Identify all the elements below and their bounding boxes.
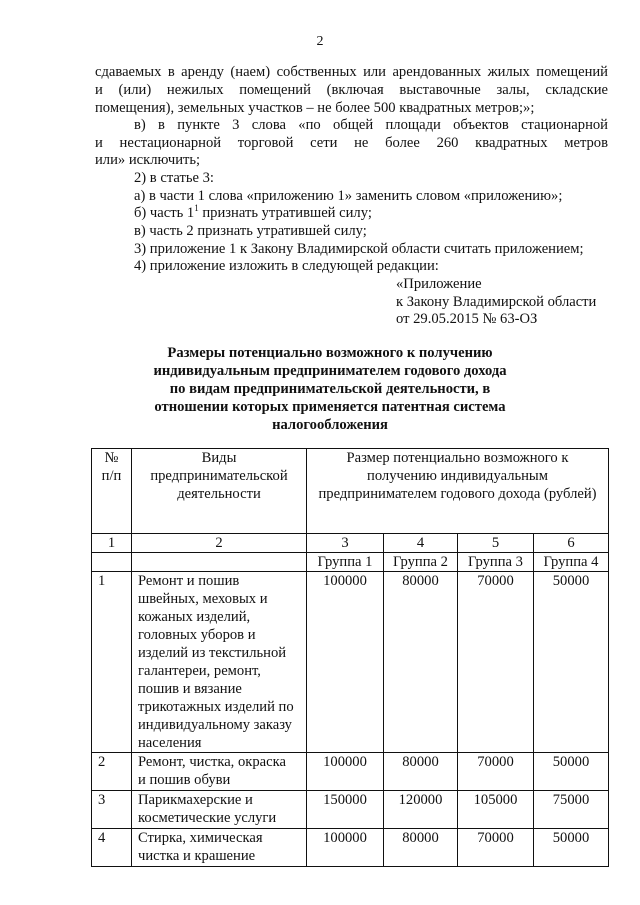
group-label: Группа 1: [307, 553, 384, 572]
column-number: 3: [307, 534, 384, 553]
appendix-date: от 29.05.2015 № 63-ОЗ: [396, 311, 538, 327]
income-value: 70000: [458, 829, 534, 867]
table-title: Размеры потенциально возможного к получению индивидуальным предпринимателем годового дохода по видам предпринимательской деятельности, в отношении которых применяется патентная система налогообложения: [153, 345, 507, 433]
column-number-row: [92, 534, 609, 553]
paragraph-line: помещения), земельных участков – не более 500 квадратных метров;»;: [95, 100, 535, 116]
activity-name: Стирка, химическая чистка и крашение: [132, 829, 307, 867]
income-value: 50000: [534, 753, 609, 791]
paragraph-line: в) часть 2 признать утратившей силу;: [134, 223, 367, 239]
column-number: 5: [458, 534, 534, 553]
income-value: 50000: [534, 829, 609, 867]
table-row: [92, 791, 609, 829]
paragraph-line: а) в части 1 слова «приложению 1» заменить словом «приложению»;: [134, 188, 563, 204]
income-value: 70000: [458, 572, 534, 753]
income-value: 150000: [307, 791, 384, 829]
activity-name: Парикмахерские и косметические услуги: [132, 791, 307, 829]
table-row: [92, 829, 609, 867]
column-number: 4: [384, 534, 458, 553]
table-row: [92, 572, 609, 753]
income-value: 100000: [307, 753, 384, 791]
empty-cell: [132, 553, 307, 572]
income-value: 80000: [384, 572, 458, 753]
income-value: 80000: [384, 829, 458, 867]
column-number: 1: [92, 534, 132, 553]
row-number: 1: [92, 572, 132, 753]
page-number: 2: [316, 34, 324, 49]
income-value: 100000: [307, 829, 384, 867]
paragraph-line: б) часть $1^1$ признать утратившей силу;: [134, 203, 372, 221]
group-label: Группа 3: [458, 553, 534, 572]
row-number: 4: [92, 829, 132, 867]
header-number: № п/п: [92, 449, 132, 534]
activity-name: Ремонт и пошив швейных, меховых и кожаных изделий, головных уборов и изделий из текстильной галантереи, ремонт, пошив и вязание трикотажных изделий по индивидуальному заказу населения: [132, 572, 307, 753]
income-value: 80000: [384, 753, 458, 791]
superscript: 1: [194, 203, 199, 213]
income-value: 100000: [307, 572, 384, 753]
income-value: 70000: [458, 753, 534, 791]
row-number: 2: [92, 753, 132, 791]
appendix-label: «Приложение: [396, 276, 482, 292]
paragraph-line: или» исключить;: [95, 152, 201, 168]
paragraph-line: 2) в статье 3:: [134, 170, 214, 186]
table-header-row: [92, 449, 609, 534]
appendix-law: к Закону Владимирской области: [396, 294, 597, 310]
header-income-size: Размер потенциально возможного к получению индивидуальным предпринимателем годового дохода (рублей): [307, 449, 609, 534]
group-label: Группа 2: [384, 553, 458, 572]
paragraph-line: и нестационарной торговой сети не более 260 квадратных метров: [95, 135, 608, 151]
row-number: 3: [92, 791, 132, 829]
paragraph-line: 4) приложение изложить в следующей редакции:: [134, 258, 439, 274]
column-number: 6: [534, 534, 609, 553]
income-table: [91, 448, 609, 867]
income-value: 50000: [534, 572, 609, 753]
paragraph-line: 3) приложение 1 к Закону Владимирской области считать приложением;: [134, 241, 584, 257]
empty-cell: [92, 553, 132, 572]
group-label: Группа 4: [534, 553, 609, 572]
column-number: 2: [132, 534, 307, 553]
income-value: 75000: [534, 791, 609, 829]
income-value: 105000: [458, 791, 534, 829]
activity-name: Ремонт, чистка, окраска и пошив обуви: [132, 753, 307, 791]
paragraph-line: в) в пункте 3 слова «по общей площади объектов стационарной: [134, 117, 608, 133]
paragraph-line: и (или) нежилых помещений (включая выставочные залы, складские: [95, 82, 608, 98]
table-row: [92, 753, 609, 791]
paragraph-line: сдаваемых в аренду (наем) собственных или арендованных жилых помещений: [95, 64, 608, 80]
header-activity: Виды предпринимательской деятельности: [132, 449, 307, 534]
income-value: 120000: [384, 791, 458, 829]
group-row: [92, 553, 609, 572]
